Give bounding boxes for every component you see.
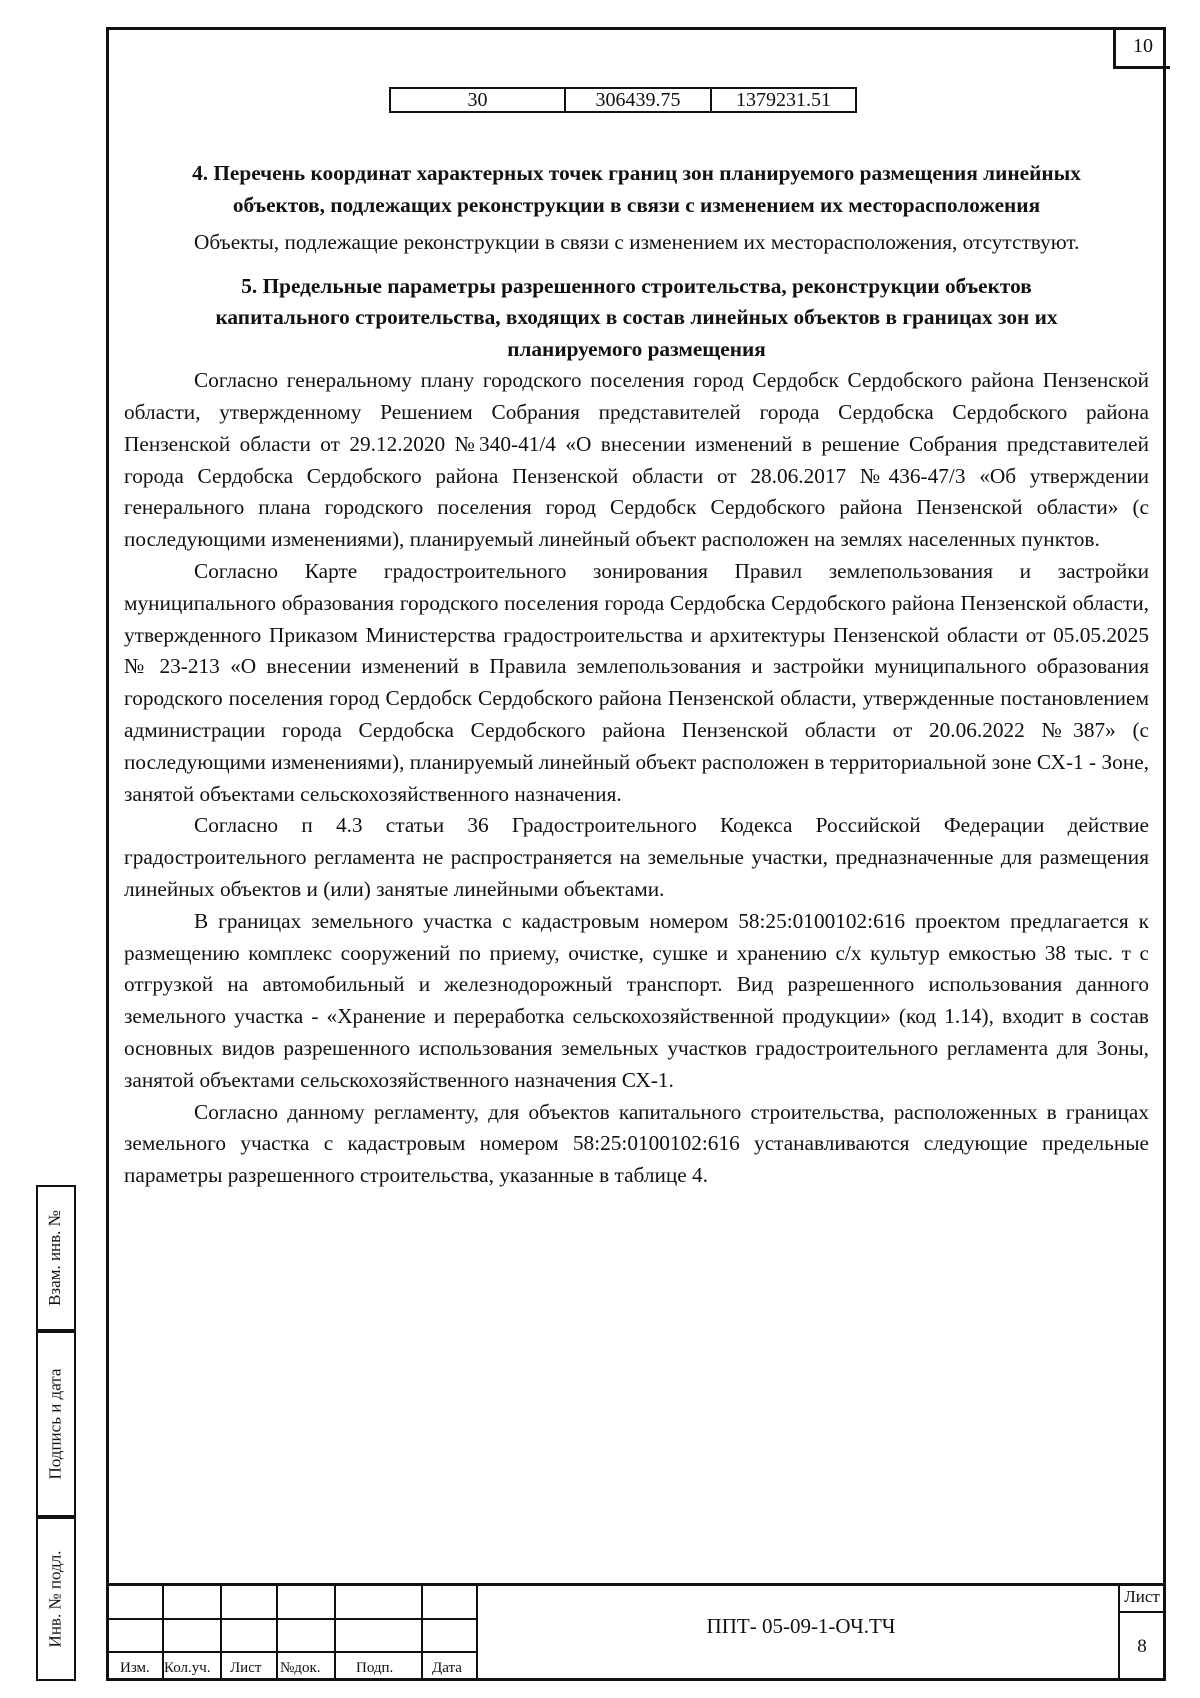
- sheet-number: 8: [1137, 1636, 1147, 1657]
- stamp-col-podp: Подп.: [356, 1660, 394, 1676]
- page-number-top: 10: [1113, 27, 1170, 69]
- side-cell-sign-date: Подпись и дата: [36, 1331, 74, 1517]
- section5-paragraph-4: В границах земельного участка с кадастровым номером 58:25:0100102:616 проектом предлагается к размещению комплекс сооружений по приему, очистке, сушке и хранению с/х культур емкостью 38 тыс. т с отгрузкой на автомобильный и железнодорожный транспорт. Вид разрешенного использования данного земельного участка - «Хранение и переработка сельскохозяйственной продукции» (код 1.14), входит в состав основных видов разрешенного использования земельных участков градостроительного регламента для Зоны, занятой объектами сельскохозяйственного назначения СХ-1.: [124, 908, 1149, 1092]
- document-body: [124, 158, 1149, 1192]
- section4-text: Объекты, подлежащие реконструкции в связи с изменением их месторасположения, отсутствуют.: [194, 230, 1080, 254]
- point-cell: 30: [390, 88, 565, 112]
- section5-paragraph-1: Согласно генеральному плану городского поселения город Сердобск Сердобского района Пензенской области, утвержденному Решением Собрания представителей города Сердобска Сердобского района Пензенской области от 29.12.2020 №340-41/4 «О внесении изменений в решение Собрания представителей города Сердобска Сердобского района Пензенской области от 28.06.2017 №436-47/3 «Об утверждении генерального плана городского поселения город Сердобск Сердобского района Пензенской области» (с последующими изменениями), планируемый линейный объект расположен на землях населенных пунктов.: [124, 368, 1149, 552]
- side-cell-inv-orig: Инв. № подл.: [36, 1517, 74, 1681]
- section5-heading: 5. Предельные параметры разрешенного строительства, реконструкции объектов капитального строительства, входящих в состав линейных объектов в границах зон их планируемого размещения: [215, 273, 1058, 361]
- section4-heading: 4. Перечень координат характерных точек границ зон планируемого размещения линейных объектов, подлежащих реконструкции в связи с изменением их месторасположения: [192, 161, 1081, 217]
- stamp-col-izm: Изм.: [120, 1660, 150, 1676]
- stamp-col-data: Дата: [432, 1660, 462, 1676]
- section5-paragraph-2: Согласно Карте градостроительного зонирования Правил землепользования и застройки муниципального образования городского поселения города Сердобска Сердобского района Пензенской области, утвержденного Приказом Министерства градостроительства и архитектуры Пензенской области от 05.05.2025 № 23-213 «О внесении изменений в Правила землепользования и застройки муниципального образования городского поселения город Сердобск Сердобского района Пензенской области, утвержденные постановлением администрации города Сердобска Сердобского района Пензенской области от 20.06.2022 №387» (с последующими изменениями), планируемый линейный объект расположен в территориальной зоне СХ-1 - Зоне, занятой объектами сельскохозяйственного назначения.: [124, 559, 1149, 806]
- title-block: [106, 1583, 1166, 1681]
- stamp-col-kol: Кол.уч.: [164, 1660, 211, 1676]
- document-code: ППТ- 05-09-1-ОЧ.ТЧ: [706, 1614, 896, 1638]
- table-row: [390, 88, 856, 112]
- y-cell: 1379231.51: [711, 88, 856, 112]
- side-cell-inv-sub: Взам. инв. №: [36, 1185, 74, 1331]
- side-stamp: [36, 1185, 106, 1681]
- stamp-col-list: Лист: [230, 1660, 262, 1676]
- sheet-label: Лист: [1124, 1587, 1160, 1606]
- coordinates-table: [389, 87, 857, 113]
- section5-paragraph-3: Согласно п 4.3 статьи 36 Градостроительного Кодекса Российской Федерации действие градостроительного регламента не распространяется на земельные участки, предназначенные для размещения линейных объектов и (или) занятые линейными объектами.: [124, 813, 1149, 902]
- stamp-col-ndok: №док.: [280, 1660, 321, 1676]
- x-cell: 306439.75: [565, 88, 711, 112]
- section5-paragraph-5: Согласно данному регламенту, для объектов капитального строительства, расположенных в границах земельного участка с кадастровым номером 58:25:0100102:616 устанавливаются следующие предельные параметры разрешенного строительства, указанные в таблице 4.: [124, 1099, 1149, 1188]
